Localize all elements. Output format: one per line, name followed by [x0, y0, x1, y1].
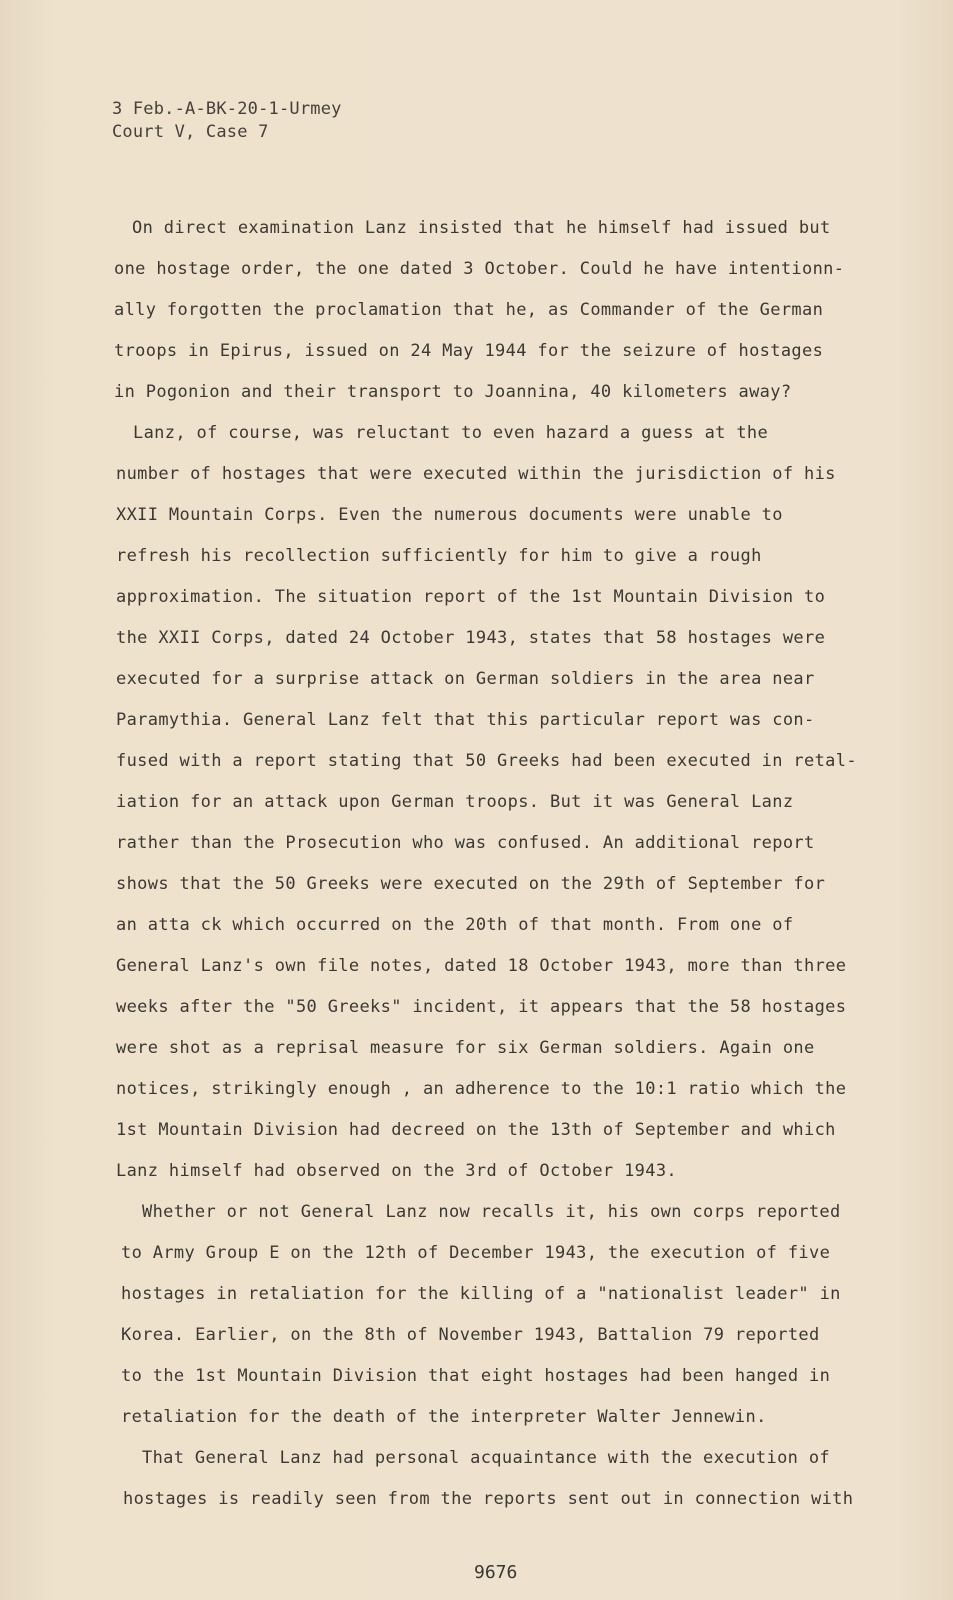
- text-line: retaliation for the death of the interpreter Walter Jennewin.: [121, 1407, 767, 1427]
- text-line: fused with a report stating that 50 Greeks had been executed in retal-: [116, 751, 857, 771]
- text-line: in Pogonion and their transport to Joannina, 40 kilometers away?: [114, 382, 792, 402]
- text-line: refresh his recollection sufficiently for him to give a rough: [116, 546, 762, 566]
- text-line: rather than the Prosecution who was confused. An additional report: [116, 833, 815, 853]
- text-line: executed for a surprise attack on German soldiers in the area near: [116, 669, 815, 689]
- court-case-label: Court V, Case 7: [112, 122, 269, 142]
- text-line: notices, strikingly enough , an adherence to the 10:1 ratio which the: [116, 1079, 847, 1099]
- text-line: weeks after the "50 Greeks" incident, it appears that the 58 hostages: [116, 997, 847, 1017]
- text-line: Lanz himself had observed on the 3rd of October 1943.: [116, 1161, 677, 1181]
- text-line: hostages is readily seen from the reports sent out in connection with: [123, 1489, 854, 1509]
- text-line: the XXII Corps, dated 24 October 1943, states that 58 hostages were: [116, 628, 826, 648]
- text-line: one hostage order, the one dated 3 October. Could he have intentionn-: [114, 259, 845, 279]
- text-line: troops in Epirus, issued on 24 May 1944 for the seizure of hostages: [114, 341, 824, 361]
- page-number: 9676: [474, 1562, 518, 1583]
- text-line: to Army Group E on the 12th of December 1943, the execution of five: [121, 1243, 831, 1263]
- text-line: approximation. The situation report of the 1st Mountain Division to: [116, 587, 826, 607]
- text-line: 1st Mountain Division had decreed on the 13th of September and which: [116, 1120, 836, 1140]
- reference-code: 3 Feb.-A-BK-20-1-Urmey: [112, 99, 342, 119]
- text-line: were shot as a reprisal measure for six German soldiers. Again one: [116, 1038, 815, 1058]
- text-line: an atta ck which occurred on the 20th of that month. From one of: [116, 915, 794, 935]
- text-line: ally forgotten the proclamation that he, as Commander of the German: [114, 300, 824, 320]
- text-line: Korea. Earlier, on the 8th of November 1943, Battalion 79 reported: [121, 1325, 820, 1345]
- text-line: That General Lanz had personal acquaintance with the execution of: [142, 1448, 831, 1468]
- text-line: On direct examination Lanz insisted that he himself had issued but: [132, 218, 831, 238]
- text-line: Lanz, of course, was reluctant to even hazard a guess at the: [133, 423, 769, 443]
- text-line: hostages in retaliation for the killing of a "nationalist leader" in: [121, 1284, 841, 1304]
- text-line: to the 1st Mountain Division that eight hostages had been hanged in: [121, 1366, 831, 1386]
- text-line: XXII Mountain Corps. Even the numerous documents were unable to: [116, 505, 783, 525]
- text-line: shows that the 50 Greeks were executed on the 29th of September for: [116, 874, 826, 894]
- text-line: General Lanz's own file notes, dated 18 October 1943, more than three: [116, 956, 847, 976]
- text-line: Whether or not General Lanz now recalls it, his own corps reported: [142, 1202, 841, 1222]
- document-header: [112, 98, 342, 144]
- text-line: Paramythia. General Lanz felt that this particular report was con-: [116, 710, 815, 730]
- text-line: number of hostages that were executed within the jurisdiction of his: [116, 464, 836, 484]
- text-line: iation for an attack upon German troops. But it was General Lanz: [116, 792, 794, 812]
